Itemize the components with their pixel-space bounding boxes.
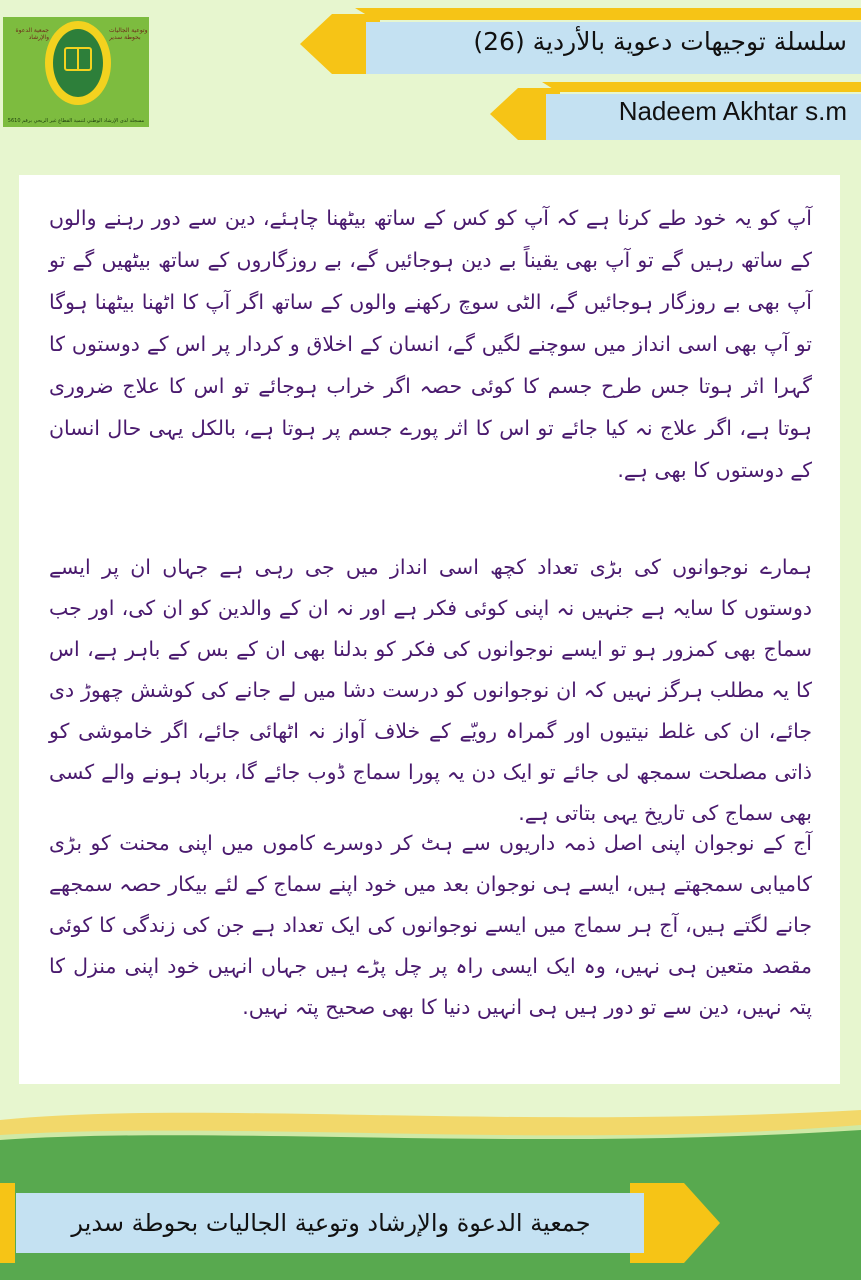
book-icon [64,47,92,71]
author-name: Nadeem Akhtar s.m [618,95,847,126]
organization-name: جمعية الدعوة والإرشاد وتوعية الجاليات بحوطة سدير [71,1209,591,1237]
organization-footer-banner [0,1183,720,1263]
paragraph-3: آج کے نوجوان اپنی اصل ذمہ داریوں سے ہٹ کر دوسرے کاموں میں اپنی محنت کو بڑی کامیابی سمجھتے ہیں، ایسے ہی نوجوان بعد میں خود اپنے سماج کے لئے بیکار حصہ سمجھے جانے لگتے ہیں، آج ہر سماج میں ایسے نوجوانوں کی ایک تعداد ہے جن کی زندگی کا کوئی مقصد متعین ہی نہیں، وہ ایک ایسی راہ پر چل پڑے ہیں جہاں انہیں خود اپنی منزل کا پتہ نہیں، دین سے تو دور ہیں ہی انہیں دنیا کا بھی صحیح پتہ نہیں. [49,831,812,1019]
organization-logo [3,17,149,127]
content-card [19,175,840,1084]
series-title-banner [300,8,861,74]
footer-accent-left [0,1183,15,1263]
series-title: سلسلة توجيهات دعوية بالأردية (26) [473,26,847,56]
logo-arc-text-left: جمعية الدعوة والإرشاد [15,27,49,41]
paragraph-2: ہمارے نوجوانوں کی بڑی تعداد کچھ اسی انداز میں جی رہی ہے جہاں ان پر ایسے دوستوں کا سایہ ہے جنہیں نہ اپنی کوئی فکر ہے اور نہ ان کے والدین کو ان کی، اور جب سماج بھی کمزور ہو تو ایسے نوجوانوں کی فکر کو بدلنا بھی ان کے بس کے باہر ہے، اس کا یہ مطلب ہرگز نہیں کہ ان نوجوانوں کو درست دشا میں لے جانے کی کوشش چھوڑ دی جائے، ان کی غلط نیتیوں اور گمراہ رویّے کے خلاف آواز نہ اٹھائی جائے، اگر خاموشی کو ذاتی مصلحت سمجھ لی جائے تو ایک دن یہ پورا سماج ڈوب جائے گا، برباد ہونے والے کسی بھی سماج کی تاریخ یہی بتاتی ہے. [49,555,812,825]
paragraph-1: آپ کو یہ خود طے کرنا ہے کہ آپ کو کس کے ساتھ بیٹھنا چاہئے، دین سے دور رہنے والوں کے ساتھ رہیں گے تو آپ بھی یقیناً بے دین ہوجائیں گے، بے روزگاروں کے ساتھ بیٹھیں گے تو آپ بھی بے روزگار ہوجائیں گے، الٹی سوچ رکھنے والوں کے ساتھ اگر آپ کا اٹھنا بیٹھنا ہوگا تو آپ بھی اسی انداز میں سوچنے لگیں گے، انسان کے اخلاق و کردار پر اس کے دوستوں کا گہرا اثر ہوتا جس طرح جسم کا کوئی حصہ اگر خراب ہوجائے تو اس کا علاج ضروری ہوتا ہے، اگر علاج نہ کیا جائے تو اس کا اثر پورے جسم پر ہوتا ہے، بالکل یہی حال انسان کے دوستوں کا بھی ہے. [49,206,812,482]
author-banner [490,82,861,140]
logo-arc-text-right: وتوعية الجاليات بحوطة سدير [109,27,148,41]
logo-footer-text: مسجلة لدى الإرشاد الوطني لتنمية القطاع غير الربحي برقم 5610 [7,118,145,124]
